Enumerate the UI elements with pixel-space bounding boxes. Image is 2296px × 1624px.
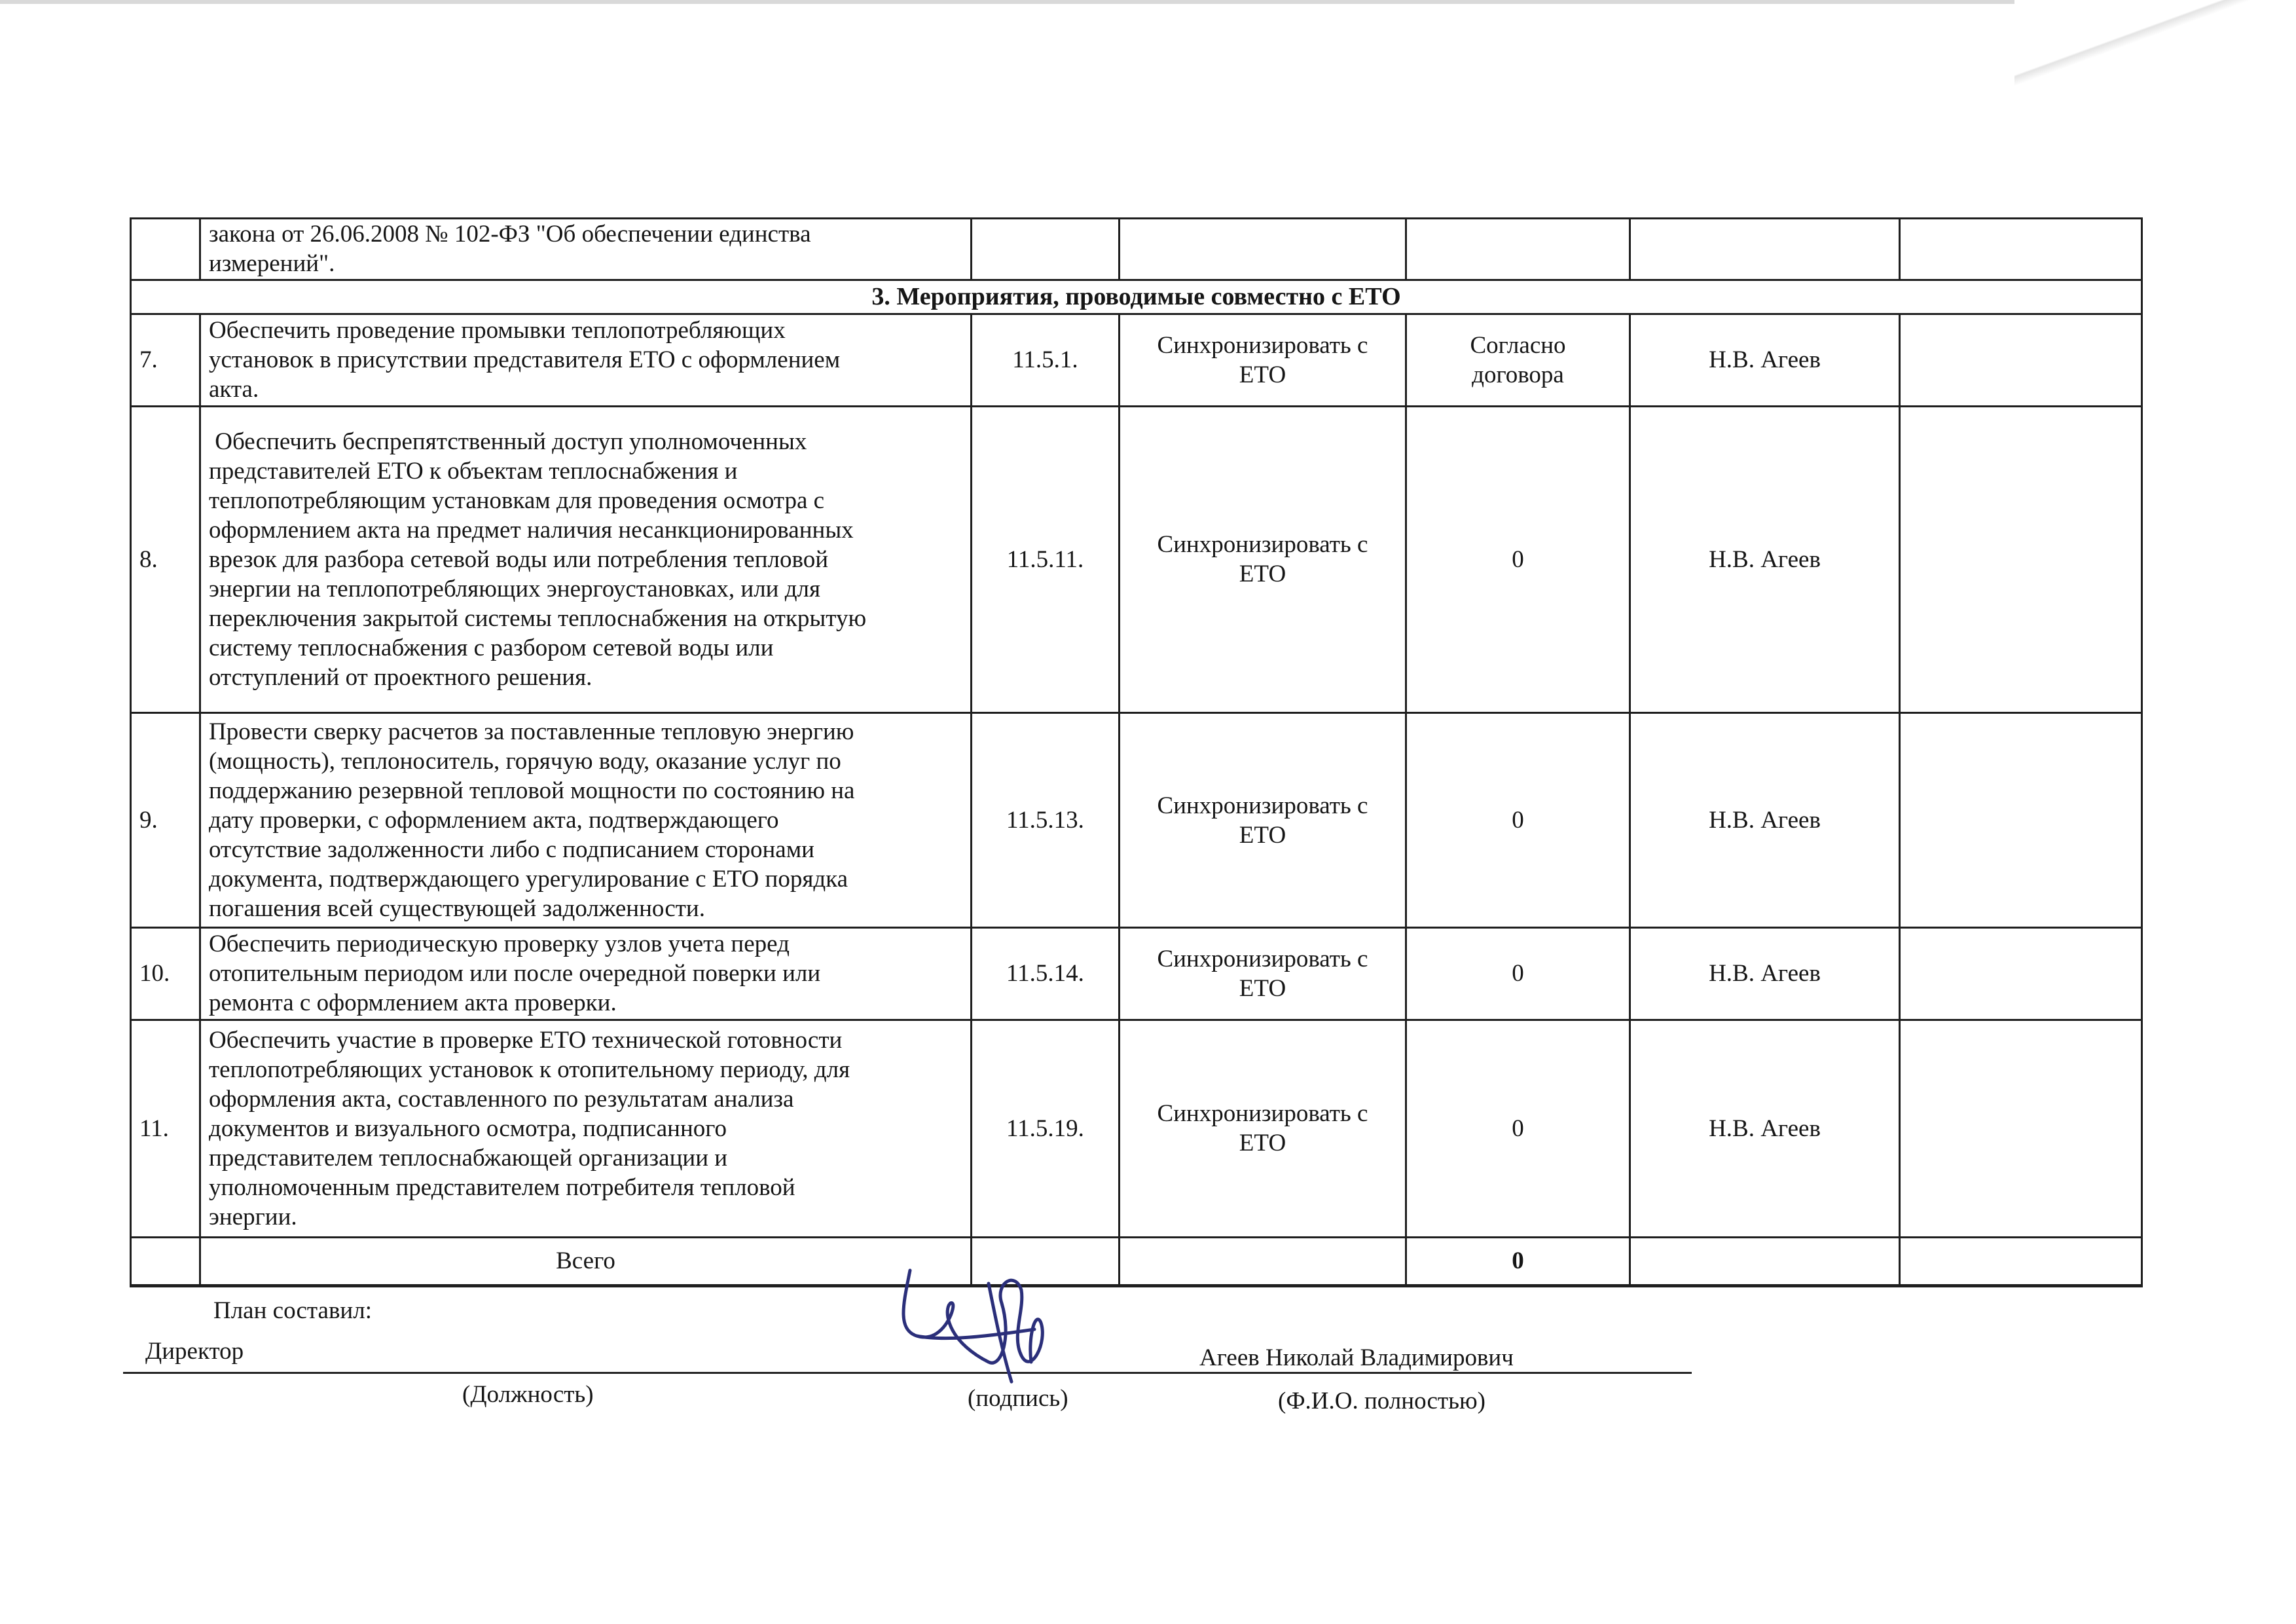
description-line: документа, подтверждающего урегулирование с ЕТО порядка — [209, 866, 848, 893]
cost-line: договора — [1472, 361, 1564, 388]
description-line: погашения всей существующей задолженности. — [209, 895, 705, 923]
cell-cost — [1406, 219, 1630, 280]
row-number: 10. — [131, 927, 200, 1020]
cell-note — [1900, 314, 2142, 406]
total-label: Всего — [200, 1237, 972, 1285]
description-line: Обеспечить участие в проверке ЕТО технической готовности — [209, 1026, 843, 1054]
section-title: 3. Мероприятия, проводимые совместно с ЕТО — [131, 280, 2142, 314]
description-line: энергии. — [209, 1203, 297, 1230]
compiled-by-label: План составил: — [213, 1297, 372, 1324]
cell-clause: 11.5.14. — [972, 927, 1120, 1020]
description-line: отопительным периодом или после очередной поверки или — [209, 960, 821, 987]
cell-schedule — [1120, 314, 1406, 406]
cell-schedule — [1120, 406, 1406, 713]
cell-schedule — [1120, 713, 1406, 928]
description-line: систему теплоснабжения с разбором сетевой воды или — [209, 634, 774, 661]
description-line: теплопотребляющим установкам для проведения осмотра с — [209, 487, 825, 514]
cell-cost: 0 — [1406, 927, 1630, 1020]
cell-schedule — [1120, 1237, 1406, 1285]
description-line: уполномоченным представителем потребителя тепловой — [209, 1173, 795, 1201]
cell-responsible: Н.В. Агеев — [1630, 713, 1900, 928]
description-line: Обеспечить беспрепятственный доступ уполномоченных — [209, 428, 807, 455]
schedule-line: ЕТО — [1239, 561, 1286, 588]
scan-edge — [0, 0, 2296, 4]
description-line: акта. — [209, 376, 259, 403]
signature-caption: (подпись) — [968, 1385, 1068, 1412]
description-line: переключения закрытой системы теплоснабжения на открытую — [209, 604, 867, 632]
cell-description — [200, 219, 972, 280]
position-value: Директор — [145, 1338, 244, 1365]
description-line: теплопотребляющих установок к отопительному периоду, для — [209, 1056, 850, 1083]
full-name-value: Агеев Николай Владимирович — [1199, 1344, 1514, 1371]
description-line: представителей ЕТО к объектам теплоснабжения и — [209, 457, 738, 485]
cell-description — [200, 927, 972, 1020]
cell-num — [131, 1237, 200, 1285]
cell-schedule — [1120, 1020, 1406, 1237]
cell-responsible: Н.В. Агеев — [1630, 927, 1900, 1020]
description-line: представителем теплоснабжающей организации и — [209, 1144, 728, 1172]
description-line: поддержанию резервной тепловой мощности по состоянию на — [209, 777, 855, 805]
cell-cost: 0 — [1406, 406, 1630, 713]
table-row — [131, 314, 2142, 406]
name-caption: (Ф.И.О. полностью) — [1278, 1388, 1485, 1414]
schedule-line: ЕТО — [1239, 974, 1286, 1002]
table-row — [131, 927, 2142, 1020]
cell-note — [1900, 1237, 2142, 1285]
description-line: установок в присутствии представителя ЕТО с оформлением — [209, 346, 841, 374]
description-line: измерений". — [209, 250, 335, 278]
cell-note — [1900, 219, 2142, 280]
cell-clause: 11.5.1. — [972, 314, 1120, 406]
description-line: документов и визуального осмотра, подписанного — [209, 1115, 727, 1142]
cost-line: Согласно — [1470, 331, 1566, 359]
description-line: отступлений от проектного решения. — [209, 663, 592, 691]
row-number: 8. — [131, 406, 200, 713]
handwritten-signature — [890, 1264, 1087, 1395]
cell-clause: 11.5.11. — [972, 406, 1120, 713]
page-corner-fold — [2014, 0, 2296, 85]
cell-responsible: Н.В. Агеев — [1630, 314, 1900, 406]
description-line: оформлением акта на предмет наличия несанкционированных — [209, 516, 854, 544]
cell-description — [200, 314, 972, 406]
schedule-line: Синхронизировать с — [1157, 792, 1368, 819]
cell-responsible: Н.В. Агеев — [1630, 1020, 1900, 1237]
description-line: отсутствие задолженности либо с подписанием сторонами — [209, 836, 814, 864]
table-row — [131, 713, 2142, 928]
schedule-line: Синхронизировать с — [1157, 531, 1368, 559]
cell-schedule — [1120, 219, 1406, 280]
cell-cost: 0 — [1406, 713, 1630, 928]
schedule-line: ЕТО — [1239, 1130, 1286, 1157]
table-row — [131, 1020, 2142, 1237]
cell-responsible: Н.В. Агеев — [1630, 406, 1900, 713]
cell-description — [200, 1020, 972, 1237]
cell-note — [1900, 713, 2142, 928]
schedule-line: Синхронизировать с — [1157, 331, 1368, 359]
description-line: ремонта с оформлением акта проверки. — [209, 989, 617, 1017]
description-line: Обеспечить периодическую проверку узлов учета перед — [209, 931, 790, 958]
description-line: врезок для разбора сетевой воды или потребления тепловой — [209, 545, 829, 573]
cell-description — [200, 713, 972, 928]
description-line: Обеспечить проведение промывки теплопотребляющих — [209, 317, 786, 344]
cell-responsible — [1630, 1237, 1900, 1285]
cell-num — [131, 219, 200, 280]
cell-cost — [1406, 314, 1630, 406]
activity-plan-table — [130, 217, 2143, 1287]
cell-responsible — [1630, 219, 1900, 280]
cell-clause — [972, 219, 1120, 280]
schedule-line: Синхронизировать с — [1157, 945, 1368, 972]
cell-schedule — [1120, 927, 1406, 1020]
total-row — [131, 1237, 2142, 1285]
description-line: дату проверки, с оформлением акта, подтверждающего — [209, 807, 779, 834]
cell-description — [200, 406, 972, 713]
schedule-line: ЕТО — [1239, 361, 1286, 388]
cell-cost: 0 — [1406, 1020, 1630, 1237]
description-line: Провести сверку расчетов за поставленные тепловую энергию — [209, 718, 854, 746]
cell-note — [1900, 927, 2142, 1020]
schedule-line: Синхронизировать с — [1157, 1100, 1368, 1128]
table-row — [131, 406, 2142, 713]
row-number: 9. — [131, 713, 200, 928]
row-number: 7. — [131, 314, 200, 406]
cell-note — [1900, 406, 2142, 713]
total-value: 0 — [1406, 1237, 1630, 1285]
description-line: энергии на теплопотребляющих энергоустановках, или для — [209, 575, 821, 602]
description-line: закона от 26.06.2008 № 102-ФЗ "Об обеспечении единства — [209, 221, 811, 248]
cell-clause: 11.5.19. — [972, 1020, 1120, 1237]
description-line: (мощность), теплоноситель, горячую воду, оказание услуг по — [209, 748, 841, 775]
cell-clause: 11.5.13. — [972, 713, 1120, 928]
section-header-row — [131, 280, 2142, 314]
row-number: 11. — [131, 1020, 200, 1237]
description-line: оформления акта, составленного по результатам анализа — [209, 1085, 794, 1113]
position-caption: (Должность) — [462, 1381, 594, 1408]
table-row-continuation — [131, 219, 2142, 280]
cell-note — [1900, 1020, 2142, 1237]
schedule-line: ЕТО — [1239, 821, 1286, 849]
